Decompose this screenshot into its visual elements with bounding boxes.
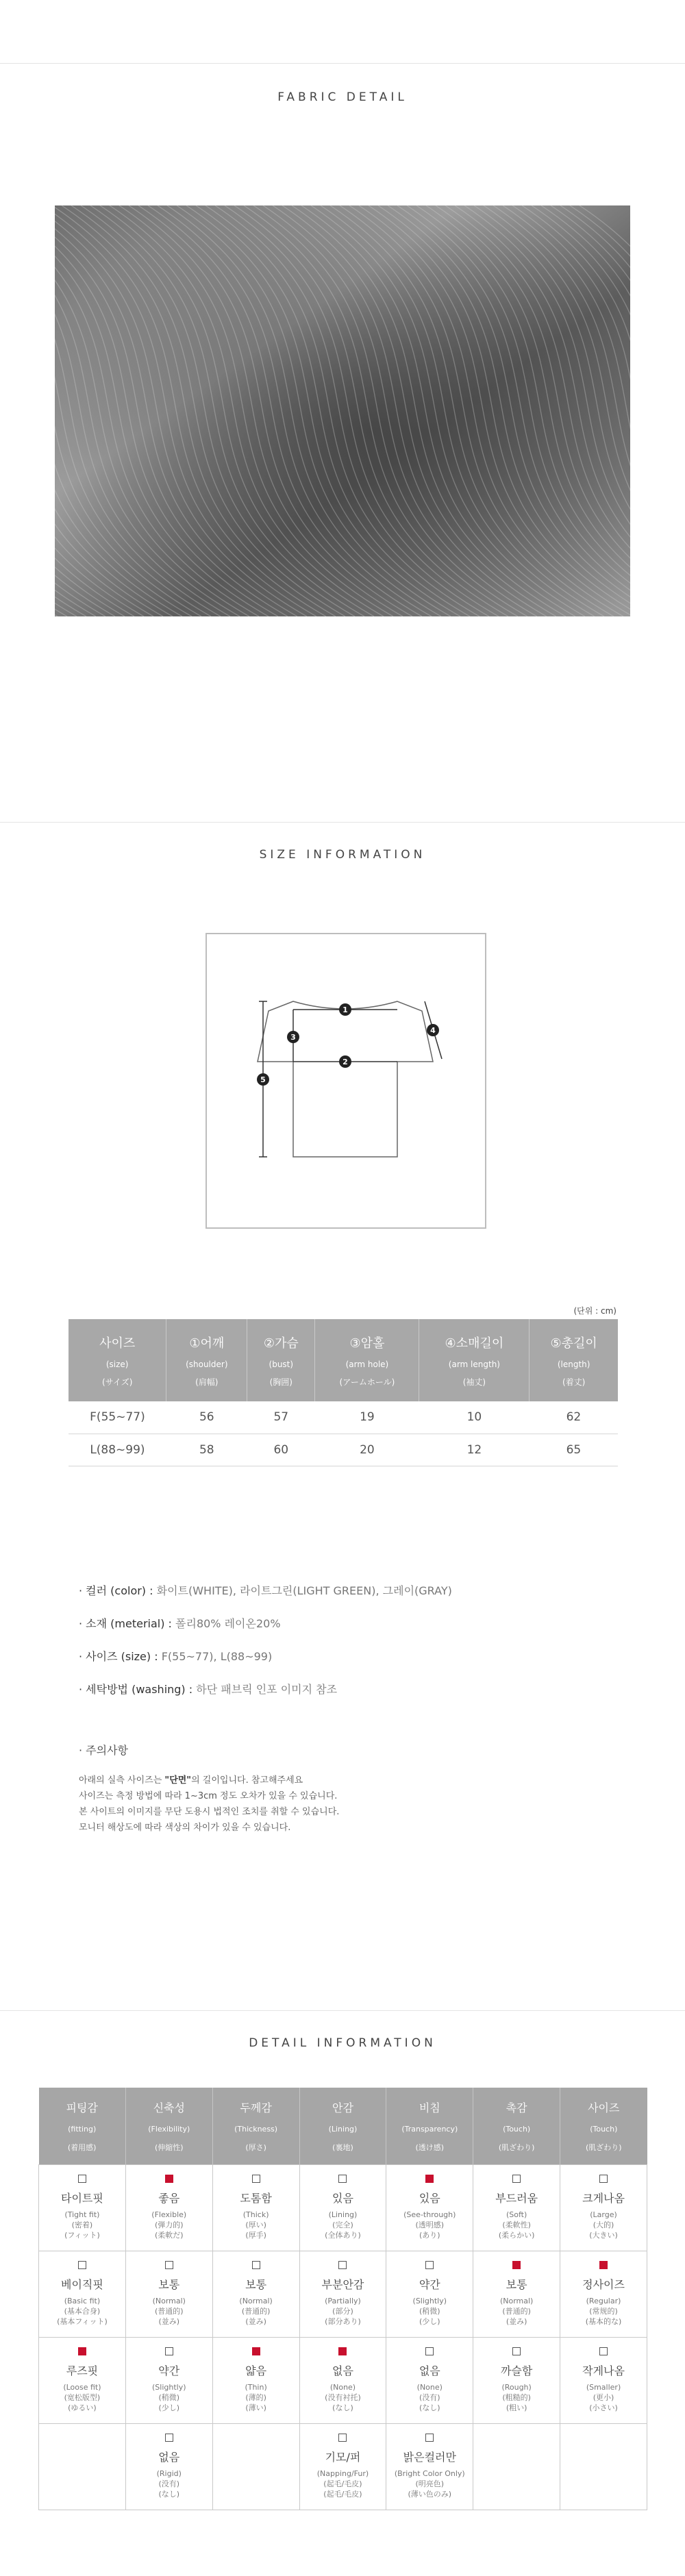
size-column-header (247, 1319, 315, 1401)
table-row (68, 1434, 618, 1466)
option-label: 없음 (419, 2364, 440, 2377)
detail-column-header (299, 2088, 386, 2164)
option-cell (386, 2164, 473, 2251)
option-label-en: (Bright Color Only) (394, 2469, 465, 2478)
option-cell (386, 2423, 473, 2510)
header-label-en: (arm length) (448, 1359, 500, 1369)
tshirt-outline (258, 1001, 433, 1157)
table-cell: 65 (530, 1434, 618, 1466)
checkbox-icon (599, 2347, 608, 2355)
info-item (79, 1586, 452, 1618)
info-item (79, 1684, 452, 1717)
option-label-en: (Regular) (586, 2297, 621, 2305)
header-label-jp: (裏地) (332, 2142, 353, 2152)
option-label-sub: (柔軟性) (柔らかい) (498, 2221, 535, 2240)
table-cell: 58 (166, 1434, 247, 1466)
size-column-header (419, 1319, 530, 1401)
option-cell (39, 2164, 126, 2251)
option-label-en: (Tight fit) (64, 2210, 100, 2219)
header-label: 신축성 (153, 2101, 185, 2114)
option-label: 약간 (419, 2278, 440, 2291)
checkbox-icon (599, 2175, 608, 2183)
option-label-en: (See-through) (403, 2210, 456, 2219)
table-cell: 60 (247, 1434, 315, 1466)
option-cell (299, 2251, 386, 2337)
header-label-jp: (着丈) (562, 1377, 586, 1387)
option-label-sub: (厚い) (厚手) (245, 2221, 266, 2240)
option-label-en: (Normal) (499, 2297, 534, 2305)
option-label-en: (Basic fit) (64, 2297, 101, 2305)
header-label-jp: (肩幅) (195, 1377, 219, 1387)
option-label: 있음 (419, 2192, 440, 2205)
svg-text:1: 1 (342, 1005, 348, 1014)
checkbox-icon (425, 2347, 434, 2355)
option-label: 타이트핏 (61, 2192, 103, 2205)
checkbox-icon (78, 2175, 86, 2183)
table-row (39, 2164, 647, 2251)
header-label: 안감 (332, 2101, 353, 2114)
section-divider (0, 2010, 685, 2011)
option-cell (125, 2251, 212, 2337)
header-label-en: (length) (557, 1359, 590, 1369)
table-cell: 62 (530, 1401, 618, 1434)
option-cell (299, 2164, 386, 2251)
header-label-en: (shoulder) (186, 1359, 228, 1369)
option-label-sub: (密着) (フィット) (64, 2221, 100, 2240)
option-label: 없음 (158, 2451, 180, 2464)
option-label-en: (Loose fit) (63, 2383, 101, 2392)
empty-cell (212, 2423, 299, 2510)
checkbox-icon (165, 2434, 173, 2442)
option-label: 없음 (332, 2364, 353, 2377)
detail-column-header (386, 2088, 473, 2164)
checkbox-icon (425, 2434, 434, 2442)
option-label: 도톰함 (240, 2192, 272, 2205)
table-cell: F(55~77) (68, 1401, 166, 1434)
notice-line: 사이즈는 측정 방법에 따라 1~3cm 정도 오차가 있을 수 있습니다. (79, 1791, 338, 1801)
checked-checkbox-icon (78, 2347, 86, 2355)
option-cell (39, 2251, 126, 2337)
info-key: · 소재 (meterial) : (79, 1617, 172, 1630)
header-label: ②가슴 (263, 1336, 299, 1351)
detail-column-header (39, 2088, 126, 2164)
option-cell (473, 2251, 560, 2337)
option-cell (473, 2337, 560, 2423)
table-row (39, 2423, 647, 2510)
header-label-jp: (胸囲) (269, 1377, 292, 1387)
option-label: 보통 (158, 2278, 180, 2291)
svg-text:4: 4 (430, 1026, 436, 1035)
header-label: 비침 (419, 2101, 440, 2114)
option-label-en: (Normal) (152, 2297, 186, 2305)
header-label: ⑤총길이 (550, 1336, 597, 1351)
table-cell: 20 (315, 1434, 419, 1466)
option-label-sub: (常规的) (基本的な) (585, 2307, 622, 2326)
table-cell: 10 (419, 1401, 530, 1434)
header-label-jp: (伸縮性) (154, 2142, 184, 2152)
option-label-sub: (稍微) (少し) (158, 2393, 180, 2412)
checked-checkbox-icon (512, 2261, 521, 2269)
option-label-sub: (没有) (なし) (419, 2393, 440, 2412)
option-cell (560, 2164, 647, 2251)
option-label-en: (None) (416, 2383, 443, 2392)
checked-checkbox-icon (599, 2261, 608, 2269)
option-label: 약간 (158, 2364, 180, 2377)
header-label-en: (Transparency) (401, 2124, 458, 2134)
table-cell: 57 (247, 1401, 315, 1434)
option-label-sub: (普通的) (並み) (241, 2307, 271, 2326)
notice-line: 아래의 실측 사이즈는 "단면"의 길이입니다. 참고해주세요 (79, 1775, 303, 1786)
svg-text:5: 5 (260, 1075, 266, 1084)
option-label-sub: (稍微) (少し) (419, 2307, 440, 2326)
option-label-en: (Thick) (242, 2210, 269, 2219)
option-label-sub: (大的) (大きい) (589, 2221, 618, 2240)
option-label-sub: (明亮色) (薄い色のみ) (408, 2479, 452, 2499)
svg-text:3: 3 (290, 1033, 296, 1042)
header-label-jp: (サイズ) (101, 1377, 133, 1387)
option-label-en: (Large) (590, 2210, 617, 2219)
option-label-sub: (完全) (全体あり) (325, 2221, 361, 2240)
option-label: 좋음 (158, 2192, 180, 2205)
option-label-en: (Smaller) (586, 2383, 621, 2392)
header-label-en: (Lining) (328, 2124, 358, 2134)
detail-column-header (125, 2088, 212, 2164)
product-info-list (79, 1586, 452, 1717)
table-cell: 19 (315, 1401, 419, 1434)
table-cell: 12 (419, 1434, 530, 1466)
checked-checkbox-icon (165, 2175, 173, 2183)
option-cell (125, 2337, 212, 2423)
checkbox-icon (78, 2261, 86, 2269)
size-column-header (68, 1319, 166, 1401)
option-label-en: (Partially) (325, 2297, 361, 2305)
option-label-sub: (基本合身) (基本フィット) (57, 2307, 108, 2326)
option-label-sub: (没有衬托) (なし) (325, 2393, 361, 2412)
option-label: 작게나옴 (582, 2364, 625, 2377)
header-label-en: (Touch) (503, 2124, 531, 2134)
option-label-sub: (透明感) (あり) (415, 2221, 445, 2240)
info-value: 화이트(WHITE), 라이트그린(LIGHT GREEN), 그레이(GRAY) (153, 1584, 452, 1597)
info-key: · 컬러 (color) : (79, 1584, 153, 1597)
header-label-jp: (透け感) (415, 2142, 445, 2152)
option-label-en: (Flexible) (151, 2210, 187, 2219)
option-label: 밝은컬러만 (403, 2451, 456, 2464)
detail-information-title: DETAIL INFORMATION (249, 2036, 436, 2050)
checkbox-icon (338, 2261, 347, 2269)
checkbox-icon (512, 2347, 521, 2355)
table-row (39, 2337, 647, 2423)
size-column-header (315, 1319, 419, 1401)
option-label-sub: (宽松版型) (ゆるい) (64, 2393, 101, 2412)
option-label-sub: (更小) (小さい) (589, 2393, 618, 2412)
option-label-en: (Slightly) (412, 2297, 447, 2305)
empty-cell (560, 2423, 647, 2510)
option-cell (212, 2164, 299, 2251)
info-key: · 사이즈 (size) : (79, 1650, 158, 1663)
option-cell (299, 2337, 386, 2423)
option-label: 보통 (245, 2278, 267, 2291)
option-label: 루즈핏 (66, 2364, 99, 2377)
header-label-en: (Thickness) (234, 2124, 278, 2134)
info-item (79, 1651, 452, 1684)
option-cell (125, 2423, 212, 2510)
option-label-sub: (弾力的) (柔軟だ) (154, 2221, 184, 2240)
option-label: 부드러움 (495, 2192, 538, 2205)
checked-checkbox-icon (425, 2175, 434, 2183)
header-label-jp: (着用感) (67, 2142, 97, 2152)
header-label-jp: (肌ざわり) (585, 2142, 622, 2152)
option-cell (386, 2251, 473, 2337)
option-label-en: (Normal) (239, 2297, 273, 2305)
option-label: 얇음 (245, 2364, 267, 2377)
option-label-sub: (部分) (部分あり) (325, 2307, 361, 2326)
option-cell (386, 2337, 473, 2423)
checkbox-icon (165, 2347, 173, 2355)
option-label-sub: (粗糙的) (粗い) (502, 2393, 531, 2412)
header-label: 촉감 (506, 2101, 527, 2114)
option-cell (212, 2251, 299, 2337)
header-label-en: (size) (105, 1359, 129, 1369)
header-label-en: (Flexibility) (148, 2124, 190, 2134)
info-item (79, 1618, 452, 1651)
option-label-sub: (没有) (なし) (158, 2479, 180, 2499)
top-divider (0, 63, 685, 64)
empty-cell (473, 2423, 560, 2510)
checkbox-icon (252, 2175, 260, 2183)
size-diagram (206, 933, 486, 1229)
checked-checkbox-icon (338, 2347, 347, 2355)
header-label-jp: (袖丈) (462, 1377, 486, 1387)
unit-label: (단위 : cm) (573, 1306, 616, 1316)
detail-column-header (473, 2088, 560, 2164)
checkbox-icon (252, 2261, 260, 2269)
header-label-en: (fitting) (68, 2124, 97, 2134)
header-label-jp: (厚さ) (245, 2142, 266, 2152)
fabric-detail-image (55, 205, 630, 616)
header-label: 사이즈 (588, 2101, 620, 2114)
option-label: 정사이즈 (582, 2278, 625, 2291)
option-cell (560, 2337, 647, 2423)
option-label: 크게나옴 (582, 2192, 625, 2205)
header-label: ④소매길이 (445, 1336, 504, 1351)
option-cell (299, 2423, 386, 2510)
checked-checkbox-icon (252, 2347, 260, 2355)
size-table (68, 1319, 618, 1466)
header-label: 피팅감 (66, 2101, 98, 2114)
header-label-en: (arm hole) (345, 1359, 389, 1369)
option-label-en: (Rough) (501, 2383, 532, 2392)
notice-section (79, 1742, 339, 1836)
option-cell (560, 2251, 647, 2337)
option-label-en: (Soft) (506, 2210, 527, 2219)
detail-table (38, 2088, 647, 2510)
option-label-sub: (普通的) (並み) (502, 2307, 531, 2326)
option-label: 베이직핏 (61, 2278, 103, 2291)
size-column-header (530, 1319, 618, 1401)
table-row (68, 1401, 618, 1434)
option-label: 기모/퍼 (325, 2451, 361, 2464)
svg-text:2: 2 (342, 1058, 348, 1066)
notice-title: · 주의사항 (79, 1744, 128, 1757)
checkbox-icon (338, 2175, 347, 2183)
table-row (39, 2251, 647, 2337)
option-label-en: (None) (329, 2383, 356, 2392)
option-cell (212, 2337, 299, 2423)
info-key: · 세탁방법 (washing) : (79, 1683, 193, 1696)
table-cell: 56 (166, 1401, 247, 1434)
fabric-detail-title: FABRIC DETAIL (277, 90, 408, 104)
info-value: F(55~77), L(88~99) (158, 1650, 273, 1663)
option-label-en: (Thin) (245, 2383, 267, 2392)
notice-line: 본 사이트의 이미지를 무단 도용시 법적인 조치를 취할 수 있습니다. (79, 1807, 340, 1817)
option-label: 까슬함 (500, 2364, 533, 2377)
option-label-en: (Lining) (328, 2210, 358, 2219)
option-label-en: (Rigid) (156, 2469, 182, 2478)
size-information-title: SIZE INFORMATION (259, 848, 426, 862)
header-label: 두께감 (240, 2101, 272, 2114)
info-value: 하단 패브릭 인포 이미지 참조 (192, 1683, 338, 1696)
detail-column-header (560, 2088, 647, 2164)
checkbox-icon (425, 2261, 434, 2269)
table-cell: L(88~99) (68, 1434, 166, 1466)
checkbox-icon (512, 2175, 521, 2183)
section-divider (0, 822, 685, 823)
header-label-jp: (アームホール) (339, 1377, 395, 1387)
header-label: ③암홀 (349, 1336, 385, 1351)
empty-cell (39, 2423, 126, 2510)
option-cell (473, 2164, 560, 2251)
option-label-en: (Slightly) (152, 2383, 186, 2392)
header-label-en: (Touch) (590, 2124, 618, 2134)
option-label: 있음 (332, 2192, 353, 2205)
option-label-en: (Napping/Fur) (316, 2469, 369, 2478)
option-cell (125, 2164, 212, 2251)
detail-column-header (212, 2088, 299, 2164)
notice-line: 모니터 해상도에 따라 색상의 차이가 있을 수 있습니다. (79, 1823, 291, 1833)
option-label-sub: (起毛/毛皮) (起毛/毛皮) (323, 2479, 362, 2499)
header-label: ①어깨 (189, 1336, 225, 1351)
header-label-en: (bust) (269, 1359, 294, 1369)
checkbox-icon (165, 2261, 173, 2269)
info-value: 폴리80% 레이온20% (171, 1617, 281, 1630)
size-column-header (166, 1319, 247, 1401)
header-label-jp: (肌ざわり) (498, 2142, 535, 2152)
option-label: 부분안감 (321, 2278, 364, 2291)
option-label: 보통 (506, 2278, 527, 2291)
option-label-sub: (普通的) (並み) (154, 2307, 184, 2326)
checkbox-icon (338, 2434, 347, 2442)
option-cell (39, 2337, 126, 2423)
option-label-sub: (薄的) (薄い) (245, 2393, 266, 2412)
header-label: 사이즈 (99, 1336, 136, 1351)
